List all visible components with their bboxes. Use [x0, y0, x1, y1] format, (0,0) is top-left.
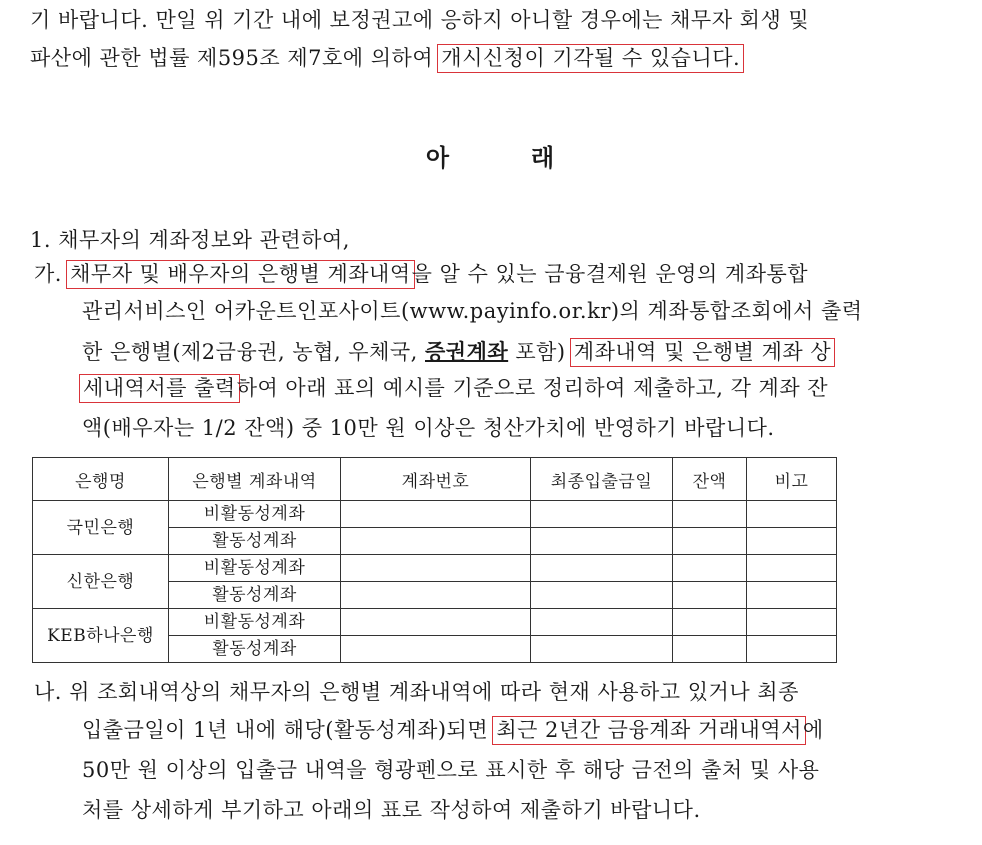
section-1-heading: 1. 채무자의 계좌정보와 관련하여, — [30, 228, 350, 252]
item-ga-line-5: 액(배우자는 1/2 잔액) 중 10만 원 이상은 청산가치에 반영하기 바랍니다. — [82, 416, 775, 440]
empty-cell — [673, 582, 747, 609]
item-ga-line-1: 가. 채무자 및 배우자의 은행별 계좌내역을 알 수 있는 금융결제원 운영의 계좌통합 — [34, 256, 808, 292]
item-na-line-1: 나. 위 조회내역상의 채무자의 은행별 계좌내역에 따라 현재 사용하고 있거나 최종 — [34, 680, 799, 704]
empty-cell — [531, 582, 673, 609]
empty-cell — [341, 636, 531, 663]
header-remarks: 비고 — [747, 458, 837, 501]
account-type-cell: 비활동성계좌 — [169, 555, 341, 582]
empty-cell — [747, 609, 837, 636]
bank-name-cell: KEB하나은행 — [33, 609, 169, 663]
highlight-account-list: 채무자 및 배우자의 은행별 계좌내역 — [66, 260, 415, 289]
header-last-transaction-date: 최종입출금일 — [531, 458, 673, 501]
empty-cell — [747, 501, 837, 528]
header-account-number: 계좌번호 — [341, 458, 531, 501]
empty-cell — [673, 636, 747, 663]
empty-cell — [531, 528, 673, 555]
underline-securities: 증권계좌 — [425, 339, 509, 364]
account-type-cell: 활동성계좌 — [169, 528, 341, 555]
empty-cell — [341, 528, 531, 555]
empty-cell — [341, 582, 531, 609]
empty-cell — [747, 636, 837, 663]
item-na-line-4: 처를 상세하게 부기하고 아래의 표로 작성하여 제출하기 바랍니다. — [82, 798, 701, 822]
empty-cell — [341, 501, 531, 528]
bank-name-cell: 국민은행 — [33, 501, 169, 555]
item-ga-line-4: 세내역서를 출력하여 아래 표의 예시를 기준으로 정리하여 제출하고, 각 계좌 잔 — [82, 370, 828, 406]
empty-cell — [747, 582, 837, 609]
empty-cell — [531, 555, 673, 582]
item-na-line-2: 입출금일이 1년 내에 해당(활동성계좌)되면 최근 2년간 금융계좌 거래내역서에 — [82, 712, 824, 748]
highlight-account-details-a: 계좌내역 및 은행별 계좌 상 — [570, 338, 835, 367]
empty-cell — [673, 528, 747, 555]
empty-cell — [747, 528, 837, 555]
empty-cell — [673, 609, 747, 636]
item-ga-line-3: 한 은행별(제2금융권, 농협, 우체국, 증권계좌 포함) 계좌내역 및 은행별 계좌 상 — [82, 334, 832, 370]
table-row — [33, 555, 837, 582]
account-type-cell: 활동성계좌 — [169, 582, 341, 609]
empty-cell — [531, 501, 673, 528]
table-row — [33, 501, 837, 528]
intro-line-2: 파산에 관한 법률 제595조 제7호에 의하여 개시신청이 기각될 수 있습니다. — [30, 40, 741, 76]
intro-line-1: 기 바랍니다. 만일 위 기간 내에 보정권고에 응하지 아니할 경우에는 채무자 회생 및 — [30, 8, 810, 32]
highlight-dismissal-notice: 개시신청이 기각될 수 있습니다. — [437, 44, 744, 73]
header-bank-name: 은행명 — [33, 458, 169, 501]
account-type-cell: 활동성계좌 — [169, 636, 341, 663]
bank-name-cell: 신한은행 — [33, 555, 169, 609]
table-row — [33, 609, 837, 636]
header-balance: 잔액 — [673, 458, 747, 501]
account-type-cell: 비활동성계좌 — [169, 501, 341, 528]
account-type-cell: 비활동성계좌 — [169, 609, 341, 636]
empty-cell — [747, 555, 837, 582]
empty-cell — [673, 555, 747, 582]
header-account-type: 은행별 계좌내역 — [169, 458, 341, 501]
empty-cell — [531, 609, 673, 636]
item-ga-line-2: 관리서비스인 어카운트인포사이트(www.payinfo.or.kr)의 계좌통합조회에서 출력 — [82, 299, 863, 323]
section-title: 아 래 — [425, 144, 557, 172]
empty-cell — [341, 555, 531, 582]
item-na-line-3: 50만 원 이상의 입출금 내역을 형광펜으로 표시한 후 해당 금전의 출처 및 사용 — [82, 758, 820, 782]
highlight-transaction-history: 최근 2년간 금융계좌 거래내역서 — [492, 716, 806, 745]
empty-cell — [341, 609, 531, 636]
bank-account-table — [32, 457, 837, 663]
empty-cell — [673, 501, 747, 528]
highlight-account-details-b: 세내역서를 출력 — [79, 374, 240, 403]
empty-cell — [531, 636, 673, 663]
table-header-row — [33, 458, 837, 501]
